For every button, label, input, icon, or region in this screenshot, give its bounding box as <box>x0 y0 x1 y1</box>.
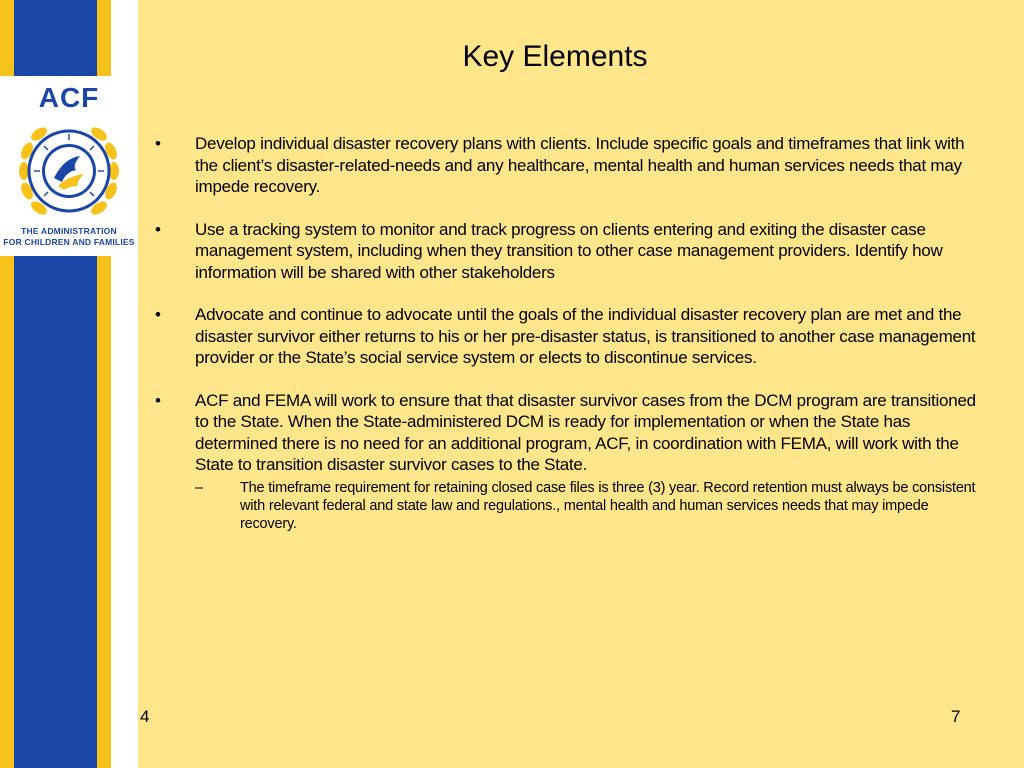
agency-name-line-2: FOR CHILDREN AND FAMILIES <box>3 237 135 247</box>
bullet-item <box>155 219 985 284</box>
bullet-text: ACF and FEMA will work to ensure that that disaster survivor cases from the DCM program are transitioned to the State. When the State-administered DCM is ready for implementation or when the State has determined there is no need for an additional program, ACF, in coordination with FEMA, will work with the State to transition disaster survivor cases to the State. <box>195 390 976 474</box>
sub-bullet-text: The timeframe requirement for retaining closed case files is three (3) year. Record retention must always be consistent with relevant federal and state law and regulations., mental health and human services needs that may impede recovery. <box>240 479 976 532</box>
bullet-item <box>155 304 985 369</box>
left-decorative-bar <box>0 0 138 768</box>
acf-logo <box>0 76 138 256</box>
sub-bullet-marker: – <box>195 479 203 496</box>
slide-title: Key Elements <box>462 40 648 73</box>
bullet-list <box>155 133 985 533</box>
bullet-text: Advocate and continue to advocate until the goals of the individual disaster recovery plan are met and the disaster survivor either returns to his or her pre-disaster status, is transitioned to another case management provider or the State’s social service system or elects to discontinue services. <box>195 305 976 367</box>
slide-number: 7 <box>951 707 961 726</box>
bullet-marker: • <box>155 219 161 239</box>
hhs-seal-icon <box>14 116 124 226</box>
bullet-marker: • <box>155 390 161 410</box>
bullet-item <box>155 133 985 198</box>
bullet-marker: • <box>155 134 161 153</box>
footer-number-left: 4 <box>140 707 150 726</box>
agency-name-line-1: THE ADMINISTRATION <box>21 226 117 236</box>
bullet-text: Develop individual disaster recovery plans with clients. Include specific goals and timeframes that link with the client’s disaster-related-needs and any healthcare, mental health and human services needs that may impede recovery. <box>195 134 965 196</box>
logo-acronym: ACF <box>38 82 100 113</box>
sub-bullet-item <box>195 479 985 533</box>
bullet-marker: • <box>155 305 161 324</box>
bullet-text: Use a tracking system to monitor and track progress on clients entering and exiting the disaster case management system, including when they transition to other case management providers. Identify how information will be shared with other stakeholders <box>195 219 943 282</box>
bullet-item <box>155 390 985 476</box>
